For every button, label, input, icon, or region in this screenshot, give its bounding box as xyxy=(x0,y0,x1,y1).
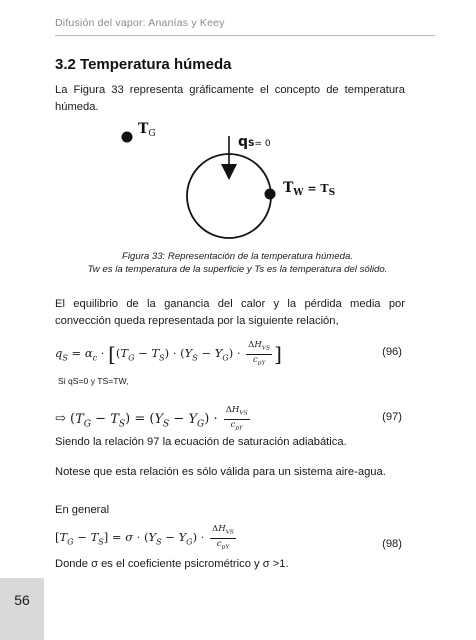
equilibrium-paragraph: El equilibrio de la ganancia del calor y la pérdida media por convección queda representada por la siguiente relación, xyxy=(55,298,405,327)
gas-temperature-dot xyxy=(122,132,133,143)
equation-97: ⇨ $(T_G - T_S) = (Y_S - Y_G)$ · $\frac{\Delta H_{VS}}{c_{pY}}$ xyxy=(55,405,248,432)
equation-98: $[T_G - T_S] = \sigma \cdot (Y_S - Y_G)$ · $\frac{\Delta H_{VS}}{c_{pY}}$ xyxy=(55,524,234,551)
section-title: 3.2 Temperatura húmeda xyxy=(55,56,232,73)
equation-98-number: (98) xyxy=(382,538,402,550)
wet-temperature-figure xyxy=(0,0,476,260)
equation-condition: Si qS=0 y TS=TW, xyxy=(58,376,129,386)
tw-label: T xyxy=(283,180,294,196)
svg-text:TW = TS xyxy=(283,180,335,198)
general-paragraph: En general xyxy=(55,504,110,516)
qs-label-sub: S xyxy=(248,139,255,149)
tw-label-sub: W xyxy=(293,188,304,198)
equation-97-number: (97) xyxy=(382,411,402,423)
svg-text:qS= 0 xyxy=(238,134,271,150)
intro-paragraph: La Figura 33 representa gráficamente el concepto de temperatura húmeda. xyxy=(55,84,405,113)
equation-96-number: (96) xyxy=(382,346,402,358)
svg-text:TG xyxy=(138,121,156,139)
figure-caption-line2: Tw es la temperatura de la superficie y Ts es la temperatura del sólido. xyxy=(87,264,388,275)
heat-flux-arrow-head xyxy=(221,164,237,180)
tw-label-eq-sub: S xyxy=(328,188,336,198)
figure-caption-line1: Figura 33: Representación de la temperatura húmeda. xyxy=(122,251,353,262)
equation-96: $q_S = \alpha_c \cdot [(T_G - T_S) \cdot (Y_S - Y_G)$ · $\frac{\Delta H_{VS}}{c_{pY}}$ ] xyxy=(55,340,282,367)
sigma-paragraph: Donde σ es el coeficiente psicrométrico y σ >1. xyxy=(55,558,289,570)
note-paragraph: Notese que esta relación es sólo válida para un sistema aire-agua. xyxy=(55,466,386,478)
qs-label: q xyxy=(238,134,249,150)
relation-97-paragraph: Siendo la relación 97 la ecuación de saturación adiabática. xyxy=(55,436,347,448)
page-number: 56 xyxy=(14,592,30,608)
tg-label: T xyxy=(138,121,149,137)
surface-temperature-dot xyxy=(265,189,276,200)
qs-label-eq: = 0 xyxy=(254,139,271,149)
tw-label-eq: = T xyxy=(303,182,329,195)
running-header: Difusión del vapor: Ananías y Keey xyxy=(55,17,225,29)
tg-label-sub: G xyxy=(148,129,156,139)
page-number-box xyxy=(0,578,44,640)
